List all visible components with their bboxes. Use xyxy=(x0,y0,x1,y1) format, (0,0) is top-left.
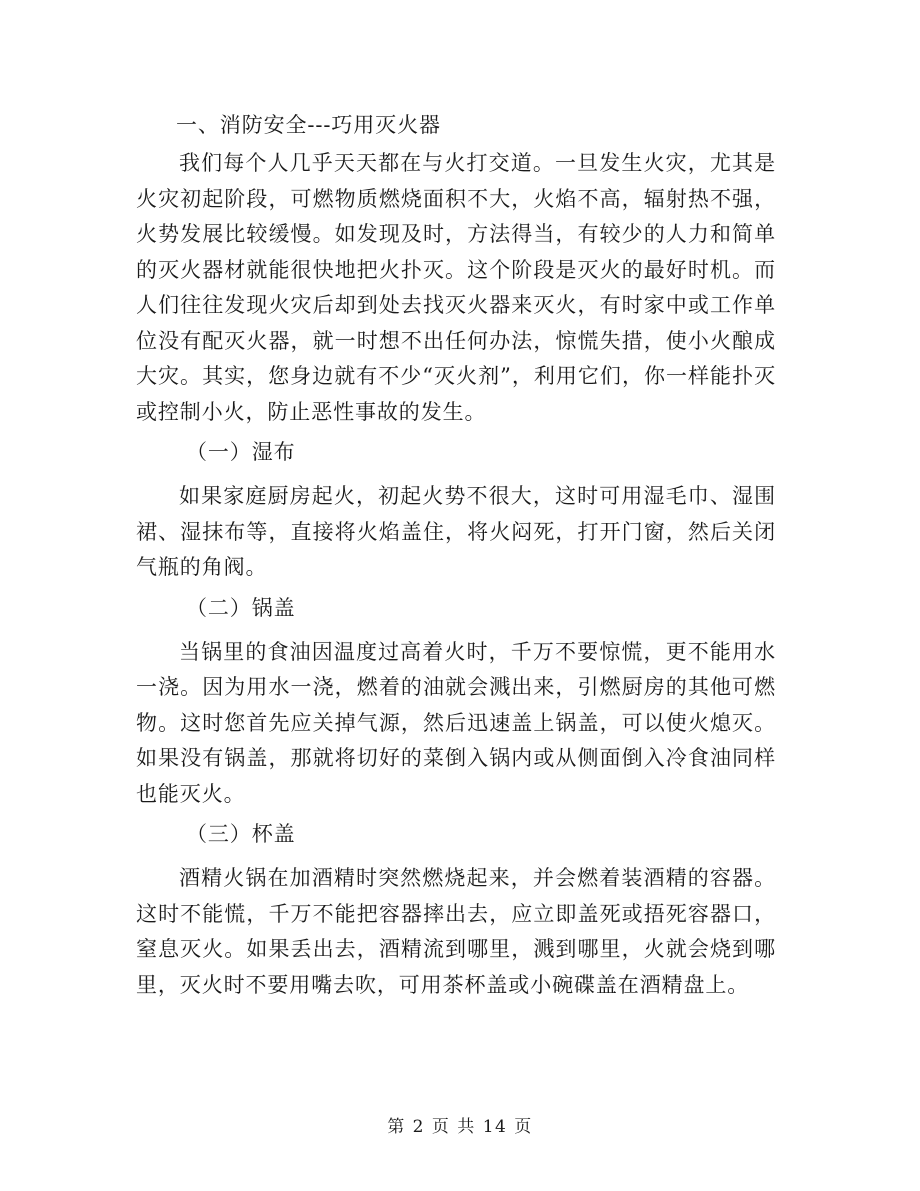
item-title-pot-lid: （二）锅盖 xyxy=(186,595,296,620)
item-title-cup-lid: （三）杯盖 xyxy=(186,822,296,846)
item-body-cup-lid: 酒精火锅在加酒精时突然燃烧起来，并会燃着装酒精的容器。这时不能慌，千万不能把容器摔出去，应立即盖死或捂死容器口，窒息灭火。如果丢出去，酒精流到哪里，溅到哪里，火就会烧到哪里，灭火时不要用嘴去吹，可用茶杯盖或小碗碟盖在酒精盘上。 xyxy=(136,866,776,997)
item-body-pot-lid: 当锅里的食油因温度过高着火时，千万不要惊慌，更不能用水一浇。因为用水一浇，燃着的油就会溅出来，引燃厨房的其他可燃物。这时您首先应关掉气源，然后迅速盖上锅盖，可以使火熄灭。如果没有锅盖，那就将切好的菜倒入锅内或从侧面倒入冷食油同样也能灭火。 xyxy=(136,639,776,806)
page-number-footer: 第 2 页 共 14 页 xyxy=(387,1117,533,1137)
item-body-wet-cloth: 如果家庭厨房起火，初起火势不很大，这时可用湿毛巾、湿围裙、湿抹布等，直接将火焰盖住，将火闷死，打开门窗，然后关闭气瓶的角阀。 xyxy=(136,484,776,579)
document-body xyxy=(136,108,776,1008)
item-title-wet-cloth: （一）湿布 xyxy=(186,440,296,464)
intro-paragraph: 我们每个人几乎天天都在与火打交道。一旦发生火灾，尤其是火灾初起阶段，可燃物质燃烧面积不大，火焰不高，辐射热不强，火势发展比较缓慢。如发现及时，方法得当，有较少的人力和简单的灭火器材就能很快地把火扑灭。这个阶段是灭火的最好时机。而人们往往发现火灾后却到处去找灭火器来灭火，有时家中或工作单位没有配灭火器，就一时想不出任何办法，惊慌失措，使小火酿成大灾。其实，您身边就有不少“灭火剂”，利用它们，你一样能扑灭或控制小火，防止恶性事故的发生。 xyxy=(136,151,776,424)
section-title: 一、消防安全---巧用灭火器 xyxy=(176,113,441,137)
